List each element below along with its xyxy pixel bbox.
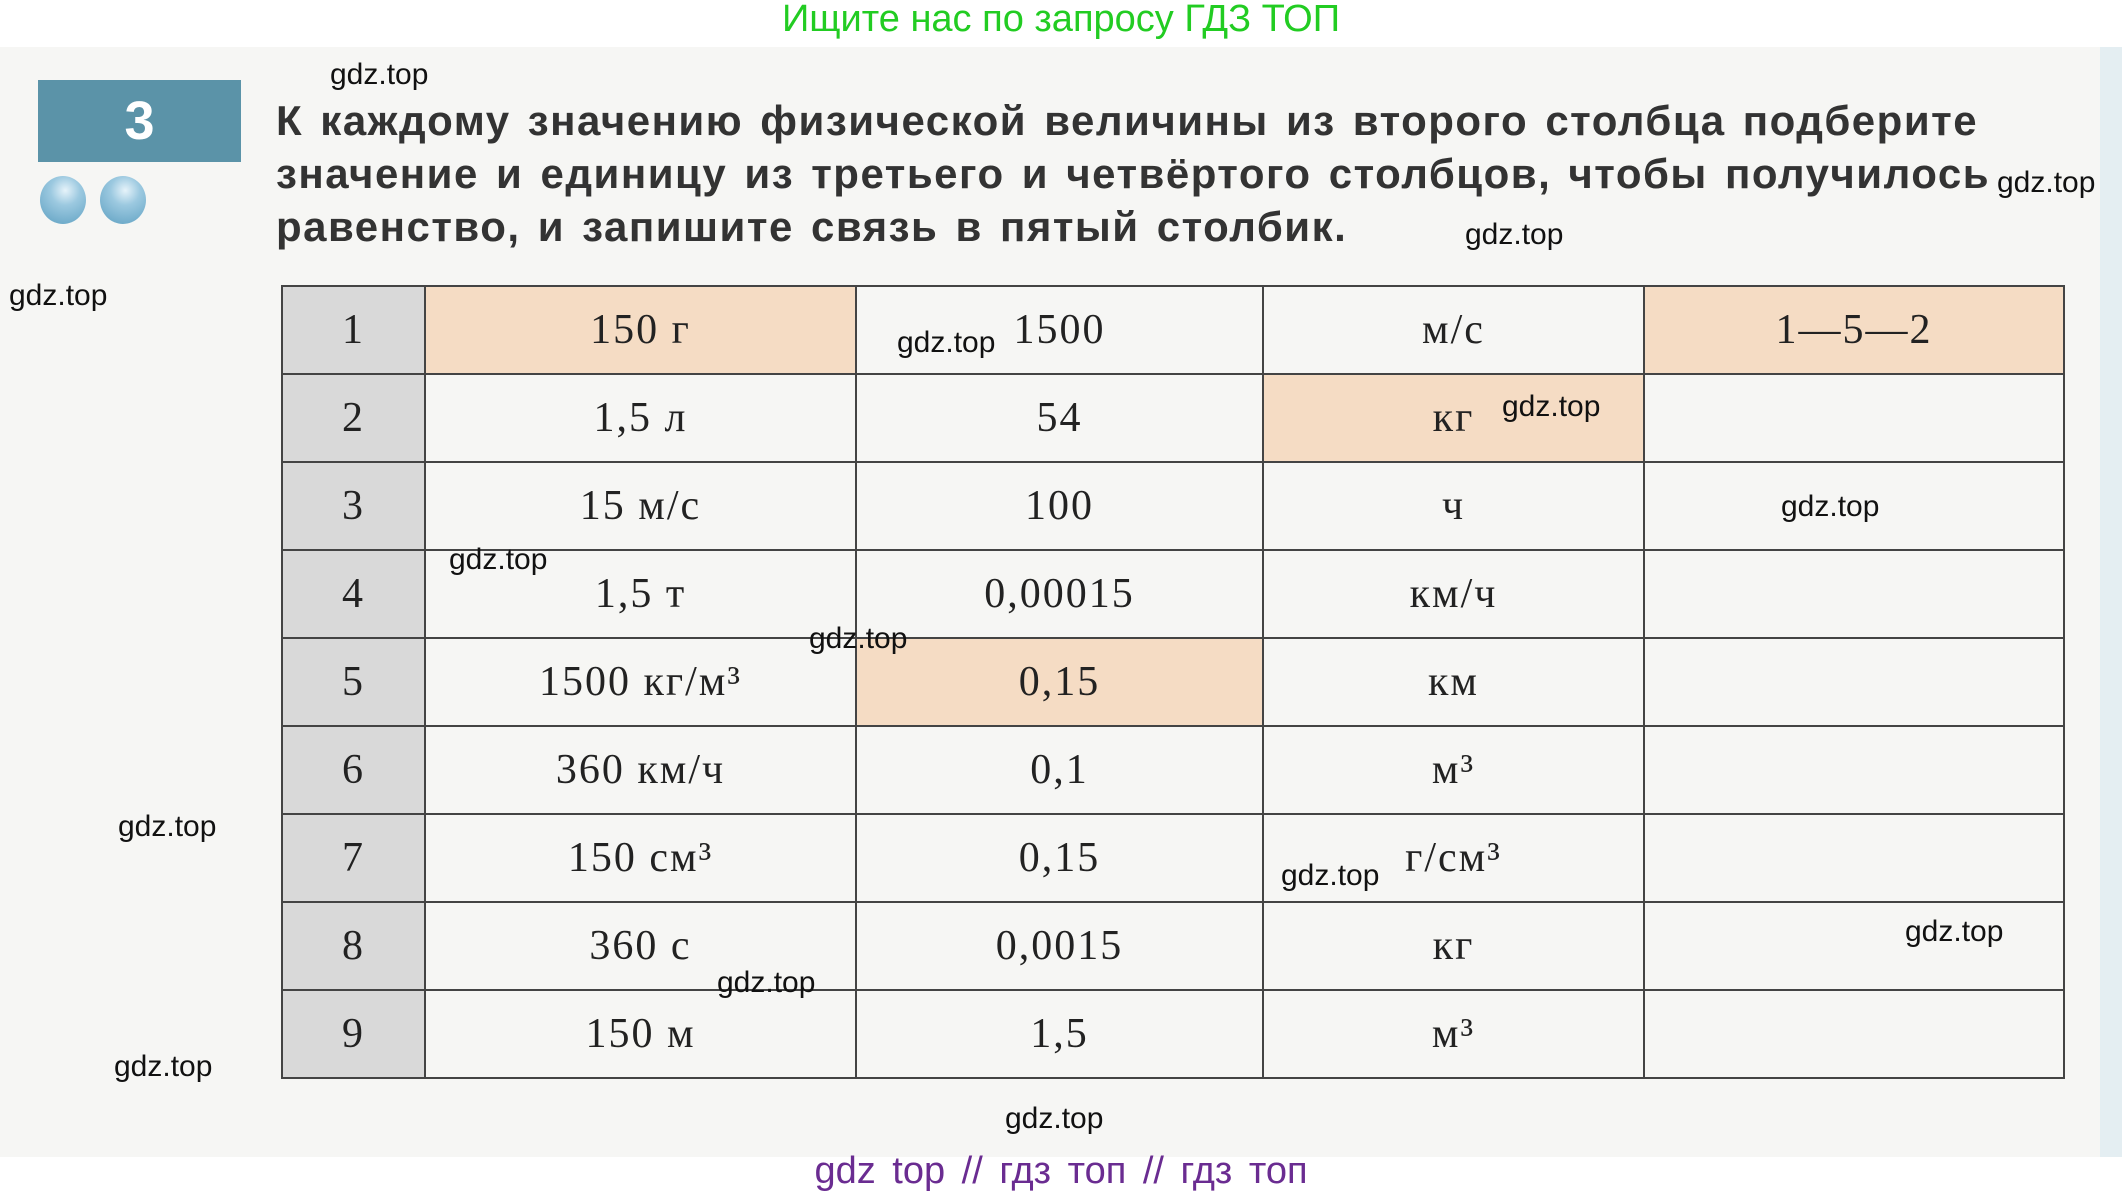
unit-value: м³	[1263, 726, 1644, 814]
watermark-text: gdz.top	[1502, 390, 1601, 423]
row-number: 4	[282, 550, 425, 638]
number-value: 54	[856, 374, 1263, 462]
task-text: К каждому значению физической величины из второго столбца подберите значение и единицу из третьего и четвёртого столбцов, чтобы получилось равенство, и запишите связь в пятый столбик.	[276, 97, 1991, 250]
quantity-value: 1500 кг/м³	[425, 638, 856, 726]
table-row	[282, 726, 2064, 814]
number-value: 1,5	[856, 990, 1263, 1078]
quantity-value: 360 км/ч	[425, 726, 856, 814]
task-number-badge: 3	[38, 80, 241, 162]
answer-cell	[1644, 638, 2064, 726]
answer-cell	[1644, 814, 2064, 902]
quantity-value: 150 м	[425, 990, 856, 1078]
answer-cell: 1—5—2	[1644, 286, 2064, 374]
unit-value: км	[1263, 638, 1644, 726]
answer-cell	[1644, 550, 2064, 638]
table-row	[282, 286, 2064, 374]
number-value: 1500	[856, 286, 1263, 374]
unit-value: кг	[1263, 374, 1644, 462]
difficulty-ball-icon	[40, 176, 86, 224]
watermark-text: gdz.top	[809, 622, 908, 655]
quantity-value: 1,5 т	[425, 550, 856, 638]
row-number: 5	[282, 638, 425, 726]
unit-value: км/ч	[1263, 550, 1644, 638]
bottom-banner: gdz top // гдз топ // гдз топ	[814, 1150, 1308, 1192]
watermark-text: gdz.top	[1997, 166, 2096, 199]
watermark-text: gdz.top	[717, 966, 816, 999]
number-value: 0,00015	[856, 550, 1263, 638]
watermark-text: gdz.top	[449, 543, 548, 576]
watermark-text: gdz.top	[114, 1050, 213, 1083]
watermark-text: gdz.top	[1465, 218, 1564, 251]
table-row	[282, 374, 2064, 462]
number-value: 0,15	[856, 814, 1263, 902]
answer-cell	[1644, 374, 2064, 462]
row-number: 2	[282, 374, 425, 462]
table-row	[282, 638, 2064, 726]
quantity-value: 15 м/с	[425, 462, 856, 550]
table-row	[282, 990, 2064, 1078]
quantity-value: 360 с	[425, 902, 856, 990]
row-number: 3	[282, 462, 425, 550]
watermark-text: gdz.top	[897, 326, 996, 359]
quantity-value: 1,5 л	[425, 374, 856, 462]
watermark-text: gdz.top	[118, 810, 217, 843]
row-number: 9	[282, 990, 425, 1078]
page-edge	[2100, 47, 2122, 1157]
unit-value: кг	[1263, 902, 1644, 990]
number-value: 0,15	[856, 638, 1263, 726]
unit-value: м³	[1263, 990, 1644, 1078]
number-value: 0,1	[856, 726, 1263, 814]
table-row	[282, 814, 2064, 902]
unit-value: ч	[1263, 462, 1644, 550]
unit-value: м/с	[1263, 286, 1644, 374]
matching-table	[281, 285, 2065, 1079]
quantity-value: 150 г	[425, 286, 856, 374]
watermark-text: gdz.top	[330, 58, 429, 91]
row-number: 7	[282, 814, 425, 902]
number-value: 100	[856, 462, 1263, 550]
answer-cell	[1644, 726, 2064, 814]
quantity-value: 150 см³	[425, 814, 856, 902]
answer-cell	[1644, 990, 2064, 1078]
row-number: 6	[282, 726, 425, 814]
watermark-text: gdz.top	[1281, 859, 1380, 892]
row-number: 8	[282, 902, 425, 990]
watermark-text: gdz.top	[9, 279, 108, 312]
top-banner: Ищите нас по запросу ГДЗ ТОП	[781, 0, 1341, 40]
watermark-text: gdz.top	[1905, 915, 2004, 948]
unit-value: г/см³	[1263, 814, 1644, 902]
watermark-text: gdz.top	[1781, 490, 1880, 523]
watermark-text: gdz.top	[1005, 1102, 1104, 1135]
table-row	[282, 902, 2064, 990]
row-number: 1	[282, 286, 425, 374]
number-value: 0,0015	[856, 902, 1263, 990]
difficulty-ball-icon	[100, 176, 146, 224]
table-row	[282, 550, 2064, 638]
